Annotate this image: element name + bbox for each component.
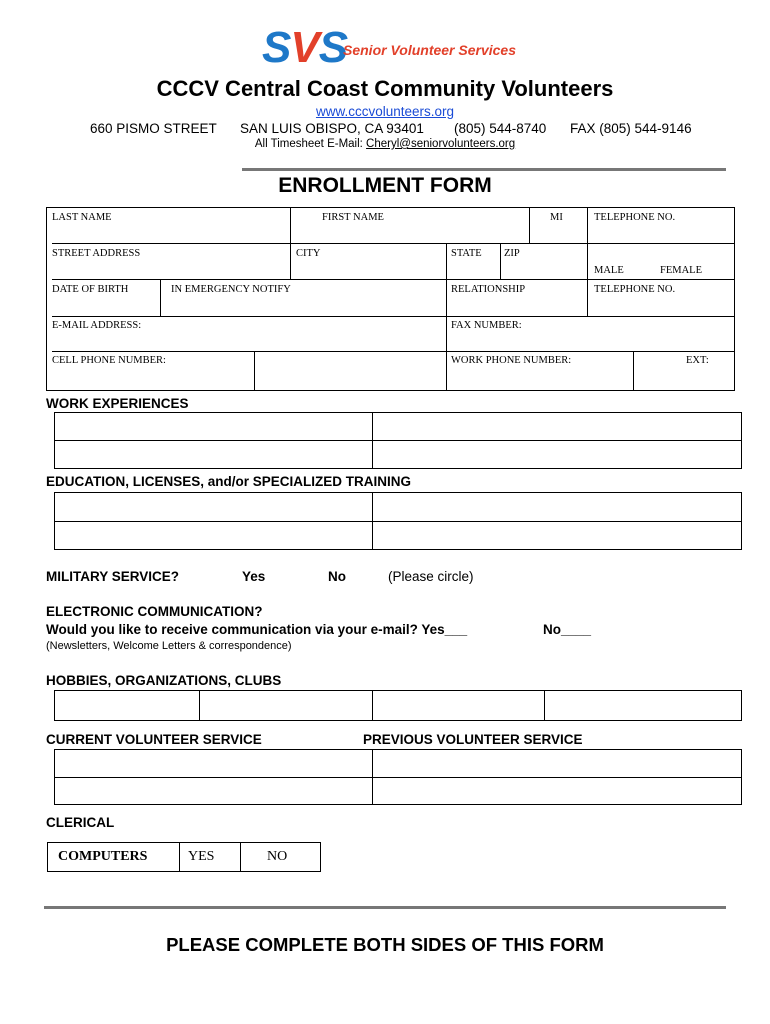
hobbies-cell[interactable] <box>200 691 373 721</box>
logo-text: SVS <box>262 23 348 72</box>
logo-tagline: Senior Volunteer Services <box>343 42 516 58</box>
service-cell[interactable] <box>373 750 742 778</box>
work-phone-label: WORK PHONE NUMBER: <box>451 355 572 366</box>
footer-divider <box>44 906 726 909</box>
hobbies-cell[interactable] <box>373 691 545 721</box>
electronic-no[interactable]: No____ <box>543 622 592 637</box>
military-no[interactable]: No <box>328 569 346 584</box>
work-cell[interactable] <box>373 441 742 469</box>
first-name-label: FIRST NAME <box>322 212 384 223</box>
divider <box>500 243 501 279</box>
form-title: ENROLLMENT FORM <box>278 174 492 197</box>
computers-label: COMPUTERS <box>48 843 180 872</box>
cell-label: CELL PHONE NUMBER: <box>52 355 166 366</box>
work-table <box>54 412 742 469</box>
service-table <box>54 749 742 805</box>
divider <box>290 243 291 279</box>
divider <box>633 351 634 391</box>
city-label: CITY <box>296 248 321 259</box>
current-service-heading: CURRENT VOLUNTEER SERVICE <box>46 732 262 747</box>
computers-no[interactable]: NO <box>241 843 321 872</box>
mi-label: MI <box>550 212 563 223</box>
emergency-label: IN EMERGENCY NOTIFY <box>171 284 291 295</box>
work-cell[interactable] <box>373 413 742 441</box>
org-name: CCCV Central Coast Community Volunteers <box>156 76 614 101</box>
work-cell[interactable] <box>55 441 373 469</box>
svs-logo <box>262 23 348 72</box>
street-label: STREET ADDRESS <box>52 248 141 259</box>
fax-label: FAX NUMBER: <box>451 320 522 331</box>
street-address: 660 PISMO STREET <box>90 121 217 136</box>
hobbies-cell[interactable] <box>55 691 200 721</box>
timesheet-email[interactable]: Cheryl@seniorvolunteers.org <box>366 138 516 150</box>
telephone-field[interactable] <box>587 243 735 244</box>
telephone2-label: TELEPHONE NO. <box>594 284 676 295</box>
timesheet-line <box>0 138 770 150</box>
city-state-zip: SAN LUIS OBISPO, CA 93401 <box>240 121 424 136</box>
education-heading: EDUCATION, LICENSES, and/or SPECIALIZED TRAINING <box>46 474 412 489</box>
dob-label: DATE OF BIRTH <box>52 284 129 295</box>
computers-yes[interactable]: YES <box>180 843 241 872</box>
phone-number: (805) 544-8740 <box>454 121 547 136</box>
complete-both-sides-message: PLEASE COMPLETE BOTH SIDES OF THIS FORM <box>166 934 604 955</box>
work-cell[interactable] <box>55 413 373 441</box>
divider <box>290 207 291 243</box>
hobbies-table <box>54 690 742 721</box>
zip-label: ZIP <box>504 248 520 259</box>
header-divider <box>242 168 726 171</box>
state-label: STATE <box>451 248 482 259</box>
divider <box>254 351 255 391</box>
website-line <box>0 104 770 119</box>
hobbies-heading: HOBBIES, ORGANIZATIONS, CLUBS <box>46 673 282 688</box>
divider <box>587 207 588 316</box>
education-cell[interactable] <box>373 493 742 522</box>
military-yes[interactable]: Yes <box>242 569 266 584</box>
last-name-field[interactable] <box>52 243 588 244</box>
divider <box>529 207 530 243</box>
telephone-label: TELEPHONE NO. <box>594 212 676 223</box>
military-heading: MILITARY SERVICE? <box>46 569 180 584</box>
electronic-question[interactable]: Would you like to receive communication via your e-mail? Yes___ <box>46 622 468 637</box>
divider <box>446 243 447 391</box>
service-cell[interactable] <box>373 777 742 805</box>
fax-number: FAX (805) 544-9146 <box>570 121 692 136</box>
education-cell[interactable] <box>373 521 742 550</box>
previous-service-heading: PREVIOUS VOLUNTEER SERVICE <box>363 732 583 747</box>
dob-field[interactable] <box>52 316 735 317</box>
work-heading: WORK EXPERIENCES <box>46 396 189 411</box>
clerical-heading: CLERICAL <box>46 815 115 830</box>
male-option[interactable]: MALE <box>594 265 624 276</box>
ext-label: EXT: <box>686 355 709 366</box>
email-label: E-MAIL ADDRESS: <box>52 320 142 331</box>
service-cell[interactable] <box>55 750 373 778</box>
service-cell[interactable] <box>55 777 373 805</box>
website-link[interactable]: www.cccvolunteers.org <box>315 104 455 119</box>
relationship-label: RELATIONSHIP <box>451 284 526 295</box>
electronic-note: (Newsletters, Welcome Letters & correspondence) <box>46 640 292 652</box>
hobbies-cell[interactable] <box>545 691 742 721</box>
military-note: (Please circle) <box>388 569 474 584</box>
divider <box>160 279 161 316</box>
timesheet-prefix: All Timesheet E-Mail: <box>254 138 367 150</box>
street-field[interactable] <box>52 279 735 280</box>
electronic-heading: ELECTRONIC COMMUNICATION? <box>46 604 263 619</box>
education-table <box>54 492 742 550</box>
female-option[interactable]: FEMALE <box>660 265 702 276</box>
clerical-table <box>47 842 321 872</box>
education-cell[interactable] <box>55 493 373 522</box>
education-cell[interactable] <box>55 521 373 550</box>
last-name-label: LAST NAME <box>52 212 112 223</box>
